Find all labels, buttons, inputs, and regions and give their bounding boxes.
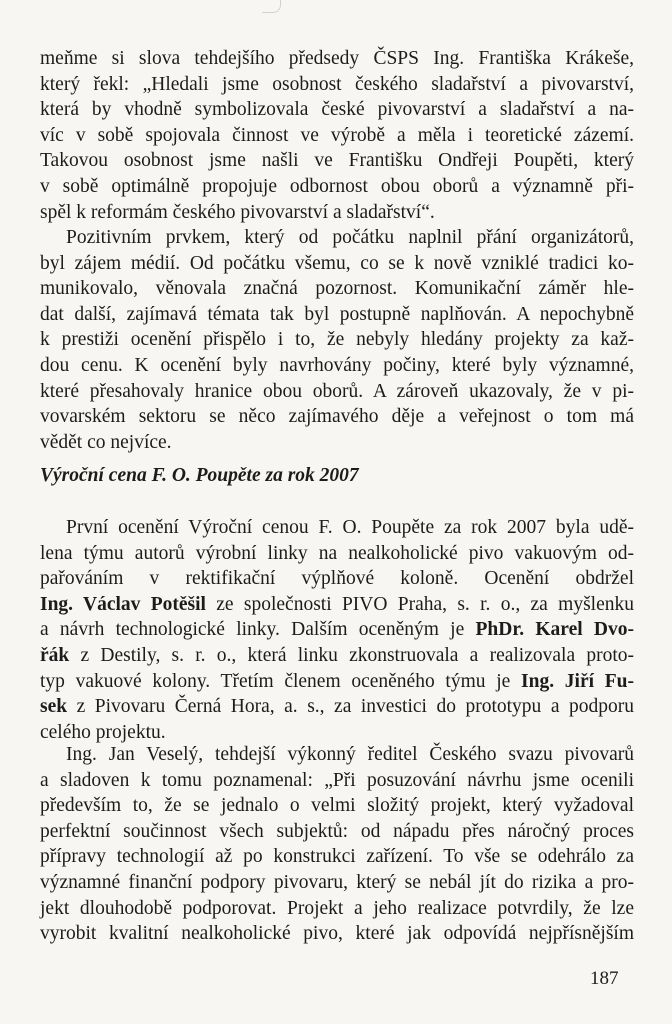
page-number: 187 <box>590 968 619 989</box>
text-line: meňme si slova tehdejšího předsedy ČSPS Ing. Františka Krákeše, <box>40 48 634 69</box>
paragraph-1 <box>40 46 634 225</box>
text-line: přípravy technologií až po konstrukci zařízení. To vše se odehrálo za <box>40 846 634 868</box>
text-line: Pozitivním prvkem, který od počátku naplnil přání organizátorů, <box>66 227 634 248</box>
text-line: v sobě optimálně propojuje odbornost obou oborů a významně při- <box>40 175 634 197</box>
text-fragment: z Pivovaru Černá Hora, a. s., za investici do prototypu a podporu <box>67 696 634 718</box>
text-line <box>40 592 634 618</box>
awardee-name: řák <box>40 644 70 666</box>
text-line: dou cenu. K ocenění byly navrhovány počiny, které byly významné, <box>40 354 634 376</box>
text-line: Ing. Jan Veselý, tehdejší výkonný ředitel Českého svazu pivovarů <box>66 744 634 765</box>
text-line: především to, že se jednalo o velmi složitý projekt, který vyžadoval <box>40 795 634 817</box>
text-line: jekt dlouhodobě podporovat. Projekt a jeho realizace potvrdily, že lze <box>40 897 634 919</box>
text-line: vyrobit kvalitní nealkoholické pivo, které jak odpovídá nejpřísnějším <box>40 923 634 945</box>
text-fragment: typ vakuové kolony. Třetím členem oceněného týmu je <box>40 670 522 692</box>
text-line: který řekl: „Hledali jsme osobnost českého sladařství a pivovarství, <box>40 73 634 95</box>
text-line: pařováním v rektifikační výplňové koloně. Ocenění obdržel <box>40 568 634 590</box>
awardee-name: PhDr. Karel Dvo- <box>475 619 634 641</box>
awardee-name: sek <box>40 696 68 718</box>
text-line: První ocenění Výroční cenou F. O. Poupěte za rok 2007 byla udě- <box>66 517 634 538</box>
text-line: vědět co nejvíce. <box>40 431 172 453</box>
text-line: vovarském sektoru se něco zajímavého děje a veřejnost o tom má <box>40 406 634 428</box>
text-line: perfektní součinnost všech subjektů: od nápadu přes náročný proces <box>40 820 634 842</box>
text-fragment: z Destily, s. r. o., která linku zkonstruovala a realizovala proto- <box>69 644 634 666</box>
text-line: lena týmu autorů výrobní linky na nealkoholické pivo vakuovým od- <box>40 542 634 564</box>
text-line: celého projektu. <box>40 721 166 743</box>
paragraph-3 <box>40 515 634 745</box>
text-line: munikovalo, věnovala značná pozornost. Komunikační záměr hle- <box>40 278 634 300</box>
text-line: které přesahovaly hranice obou oborů. A zároveň ukazovaly, že v pi- <box>40 380 634 402</box>
scan-artifact <box>262 0 281 13</box>
text-line: dat další, zajímavá témata tak byl postupně naplňován. A nepochybně <box>40 303 634 325</box>
awardee-name: Ing. Jiří Fu- <box>521 670 634 692</box>
text-line: a sladoven k tomu poznamenal: „Při posuzování návrhu jsme ocenili <box>40 769 634 791</box>
text-line: víc v sobě spojovala činnost ve výrobě a měla i teoretické zázemí. <box>40 124 634 146</box>
text-line <box>40 643 634 669</box>
section-heading: Výroční cena F. O. Poupěte za rok 2007 <box>40 465 359 486</box>
text-line: Takovou osobnost jsme našli ve Františku Ondřeji Poupěti, který <box>40 150 634 172</box>
text-line <box>40 694 634 720</box>
awardee-name: Ing. Václav Potěšil <box>40 593 206 615</box>
text-line: byl zájem médií. Od počátku všemu, co se k nově vzniklé tradici ko- <box>40 252 634 274</box>
paragraph-4 <box>40 742 634 947</box>
paragraph-2 <box>40 225 634 455</box>
text-line: významné finanční podpory pivovaru, který se nebál jít do rizika a pro- <box>40 871 634 893</box>
text-line <box>40 617 634 643</box>
text-line: spěl k reformám českého pivovarství a sladařství“. <box>40 201 435 223</box>
text-fragment: ze společnosti PIVO Praha, s. r. o., za myšlenku <box>205 593 634 615</box>
text-line: k prestiži ocenění přispělo i to, že nebyly hledány projekty za kaž- <box>40 329 634 351</box>
text-line <box>40 669 634 695</box>
text-fragment: a návrh technologické linky. Dalším oceněným je <box>40 619 476 641</box>
text-line: která by vhodně symbolizovala české pivovarství a sladařství a na- <box>40 99 634 121</box>
